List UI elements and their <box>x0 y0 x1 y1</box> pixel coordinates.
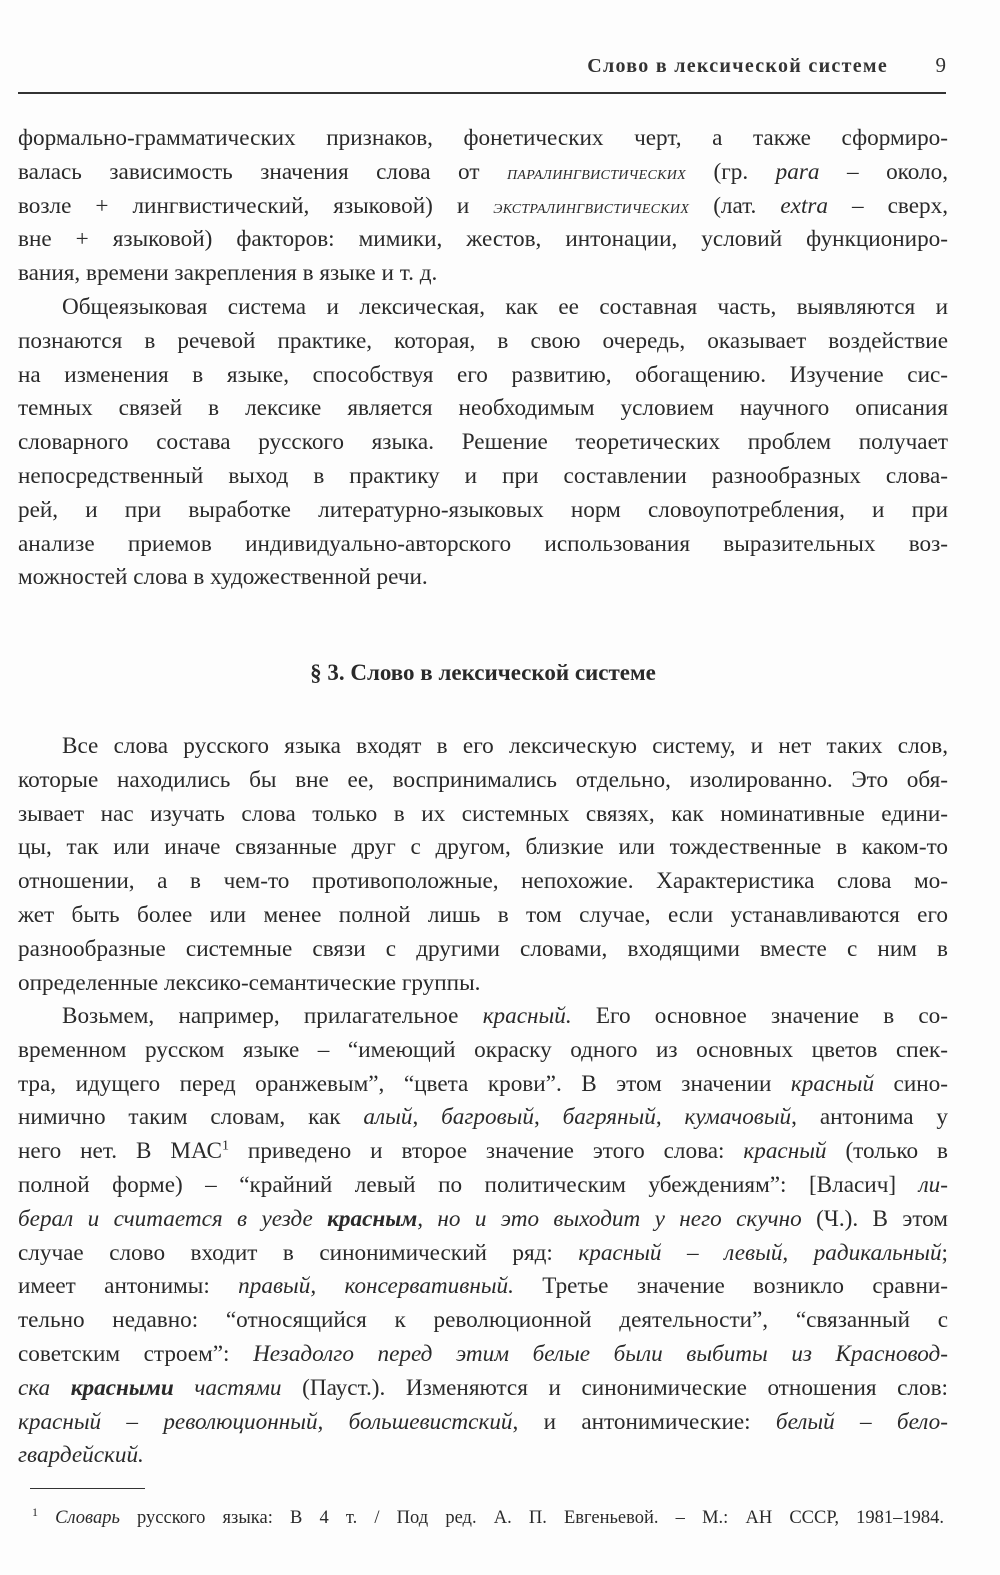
text-line: на изменения в языке, способствуя его развитию, обогащению. Изучение сис- <box>18 361 948 388</box>
text-line: Возьмем, например, прилагательное красный. Его основное значение в со- <box>62 1003 948 1029</box>
section-heading: § 3. Слово в лексической системе <box>310 660 656 685</box>
page-number: 9 <box>935 53 946 77</box>
running-title: Слово в лексической системе <box>587 55 888 77</box>
text-line: тра, идущего перед оранжевым”, “цвета крови”. В этом значении красный сино- <box>18 1070 948 1097</box>
text-line: тельно недавно: “относящийся к революционной деятельности”, “связанный с <box>18 1307 948 1334</box>
text-line: можностей слова в художественной речи. <box>18 564 428 591</box>
text-line: определенные лексико-семантические группы. <box>18 969 481 996</box>
footnote-ref: 1 <box>222 1138 229 1154</box>
text-line: формально-грамматических признаков, фонетических черт, а также сформиро- <box>18 125 948 151</box>
text-line: полной форме) – “крайний левый по политическим убеждениям”: [Власич] ли- <box>18 1171 948 1198</box>
text-line: берал и считается в уезде красным, но и это выходит у него скучно (Ч.). В этом <box>18 1205 948 1232</box>
text-line: зывает нас изучать слова только в их системных связях, как номинативные едини- <box>18 800 948 827</box>
text-line: Общеязыковая система и лексическая, как ее составная часть, выявляются и <box>62 294 948 320</box>
text-line: вне + языковой) факторов: мимики, жестов, интонации, условий функциониро- <box>18 226 948 253</box>
text-line: возле + лингвистический, языковой) и экстралингвистических (лат. extra – сверх, <box>18 192 948 219</box>
footnote-divider <box>30 1488 145 1489</box>
text-line: вания, времени закрепления в языке и т. д. <box>18 260 438 287</box>
text-line: имеет антонимы: правый, консервативный. Третье значение возникло сравни- <box>18 1273 949 1300</box>
text-line: временном русском языке – “имеющий окраску одного из основных цветов спек- <box>18 1036 948 1063</box>
text-line: цы, так или иначе связанные друг с другом, близкие или тождественные в каком-то <box>18 834 948 861</box>
text-line: жет быть более или менее полной лишь в том случае, если устанавливаются его <box>18 901 948 928</box>
text-line: темных связей в лексике является необходимым условием научного описания <box>18 395 948 422</box>
text-line: случае слово входит в синонимический ряд: красный – левый, радикальный; <box>18 1239 948 1266</box>
text-line: разнообразные системные связи с другими словами, входящими вместе с ним в <box>18 935 948 962</box>
text-line: которые находились бы вне ее, воспринимались отдельно, изолированно. Это обя- <box>18 766 948 793</box>
text-line: анализе приемов индивидуально-авторского использования выразительных воз- <box>18 530 948 557</box>
running-head <box>18 52 946 94</box>
text-line: красный – революционный, большевистский, и антонимические: белый – бело- <box>18 1408 948 1435</box>
text-line: советским строем”: Незадолго перед этим белые были выбиты из Красновод- <box>18 1340 948 1367</box>
text-line: познаются в речевой практике, которая, в свою очередь, оказывает воздействие <box>18 327 948 354</box>
text-line: него нет. В МАС$^1$ приведено и второе значение этого слова: красный (только в <box>18 1138 948 1165</box>
text-line: рей, и при выработке литературно-языковых норм словоупотребления, и при <box>18 496 948 523</box>
paragraph-3 <box>18 730 948 1000</box>
text-line: отношении, а в чем-то противоположные, непохожие. Характеристика слова мо- <box>18 868 948 895</box>
paragraph-4 <box>18 1000 948 1473</box>
text-line: гвардейский. <box>18 1442 144 1469</box>
text-line: непосредственный выход в практику и при составлении разнообразных слова- <box>18 462 948 489</box>
text-line: валась зависимость значения слова от паралингвистических (гр. para – около, <box>18 158 949 185</box>
footnote: $^1$ Словарь русского языка: В 4 т. / Под ред. А. П. Евгеньевой. – М.: АН СССР, 1981–1984. <box>32 1504 944 1528</box>
text-line: нимично таким словам, как алый, багровый, багряный, кумачовый, антонима у <box>18 1104 949 1131</box>
text-line: Все слова русского языка входят в его лексическую систему, и нет таких слов, <box>62 733 948 759</box>
paragraph-2 <box>18 291 948 595</box>
paragraph-1 <box>18 122 948 291</box>
text-line: словарного состава русского языка. Решение теоретических проблем получает <box>18 429 948 456</box>
text-line: ска красными частями (Пауст.). Изменяются и синонимические отношения слов: <box>18 1374 948 1401</box>
